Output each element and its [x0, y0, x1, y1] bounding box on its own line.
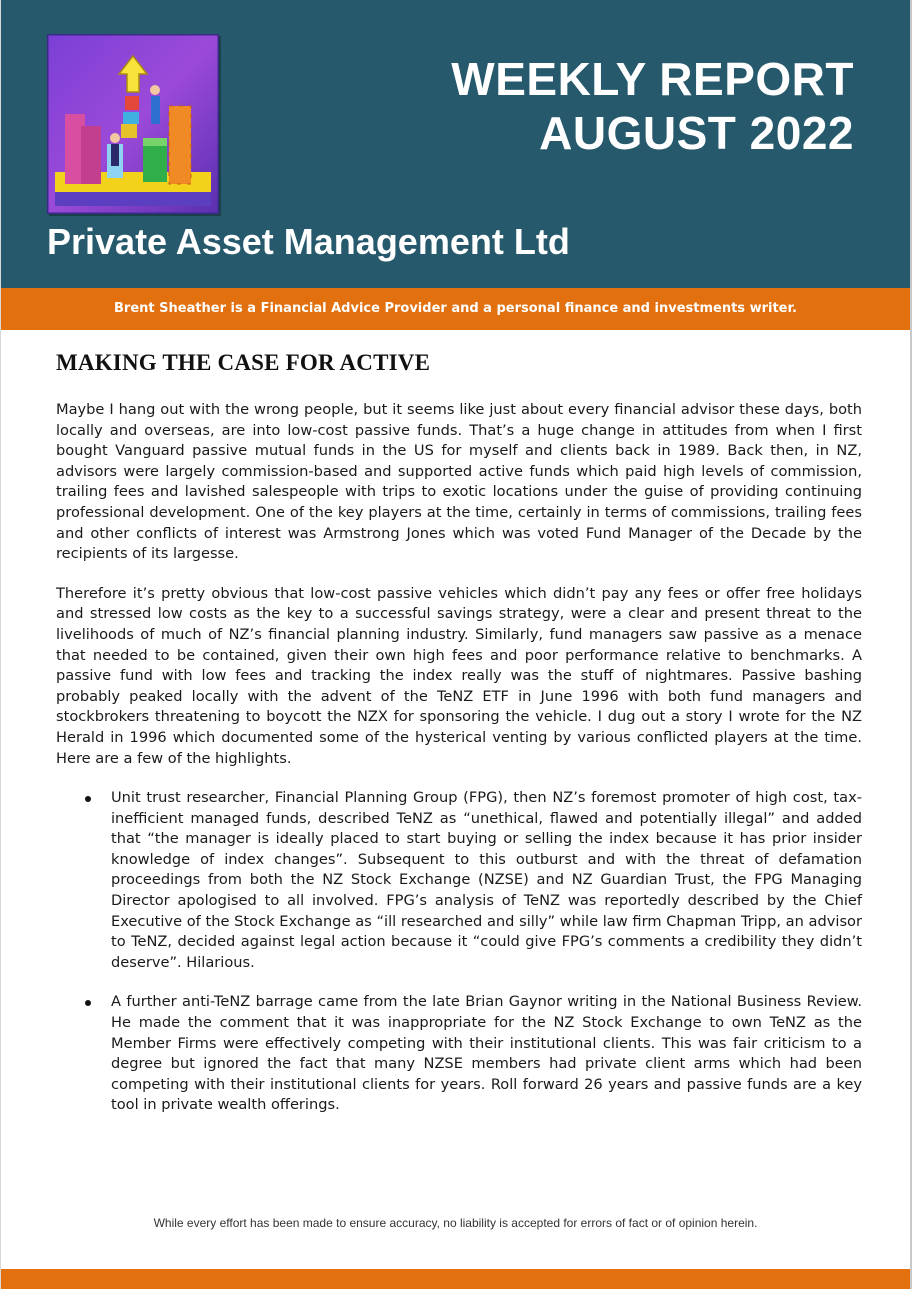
author-tagline: Brent Sheather is a Financial Advice Provider and a personal finance and investments writer.: [1, 288, 910, 330]
report-title-line-2: AUGUST 2022: [539, 107, 854, 159]
highlights-list: [56, 788, 862, 1116]
report-title: [451, 52, 854, 160]
report-title-line-1: WEEKLY REPORT: [451, 53, 854, 105]
disclaimer: While every effort has been made to ensure accuracy, no liability is accepted for errors of fact or of opinion herein.: [153, 1216, 758, 1230]
bullet-icon: [85, 796, 91, 802]
highlight-item: [111, 788, 862, 973]
header-banner: [1, 0, 910, 288]
bullet-icon: [85, 1000, 91, 1006]
article-paragraph: Maybe I hang out with the wrong people, but it seems like just about every financial advisor these days, both locally and overseas, are into low-cost passive funds. That’s a huge change in attitudes from when I first bought Vanguard passive mutual funds in the US for myself and clients back in 1989. Back then, in NZ, advisors were largely commission-based and supported active funds which paid high levels of commission, trailing fees and lavished salespeople with trips to exotic locations under the guise of providing continuing professional development. One of the key players at the time, certainly in terms of commissions, trailing fees and other conflicts of interest was Armstrong Jones which was voted Fund Manager of the Decade by the recipients of its largesse.: [56, 401, 862, 563]
article-body: [56, 400, 862, 1135]
article-paragraph: Therefore it’s pretty obvious that low-cost passive vehicles which didn’t pay any fees or offer free holidays and stressed low costs as the key to a successful savings strategy, were a clear and present threat to the livelihoods of much of NZ’s financial planning industry. Similarly, fund managers saw passive as a menace that needed to be contained, given their own high fees and poor performance relative to benchmarks. A passive fund with low fees and tracking the index really was the stuff of nightmares. Passive bashing probably peaked locally with the advent of the TeNZ ETF in June 1996 with both fund managers and stockbrokers threatening to boycott the NZX for sponsoring the vehicle. I dug out a story I wrote for the NZ Herald in 1996 which documented some of the hysterical venting by various conflicted players at the time. Here are a few of the highlights.: [56, 584, 862, 767]
rising-blocks-arrow-illustration-icon: [47, 34, 219, 214]
highlight-text: A further anti-TeNZ barrage came from the late Brian Gaynor writing in the National Business Review. He made the comment that it was inappropriate for the NZ Stock Exchange to own TeNZ as the Member Firms were effectively competing with their institutional clients. This was fair criticism to a degree but ignored the fact that many NZSE members had private client arms which had been competing with their institutional clients for years. Roll forward 26 years and passive funds are a key tool in private wealth offerings.: [111, 993, 862, 1114]
company-name: Private Asset Management Ltd: [47, 221, 570, 262]
highlight-item: [111, 992, 862, 1116]
footer-bar: [1, 1269, 910, 1289]
highlight-text: Unit trust researcher, Financial Planning Group (FPG), then NZ’s foremost promoter of high cost, tax-inefficient managed funds, described TeNZ as “unethical, flawed and potentially illegal” and added that “the manager is ideally placed to start buying or selling the index because it has prior insider knowledge of index changes”. Subsequent to this outburst and with the threat of defamation proceedings from both the NZ Stock Exchange (NZSE) and NZ Guardian Trust, the FPG Managing Director apologised to all involved. FPG’s analysis of TeNZ was reportedly described by the Chief Executive of the Stock Exchange as “ill researched and silly” while law firm Chapman Tripp, an advisor to TeNZ, decided against legal action because it “could give FPG’s comments a credibility they didn’t deserve”. Hilarious.: [111, 789, 862, 971]
article-heading: MAKING THE CASE FOR ACTIVE: [56, 350, 431, 375]
